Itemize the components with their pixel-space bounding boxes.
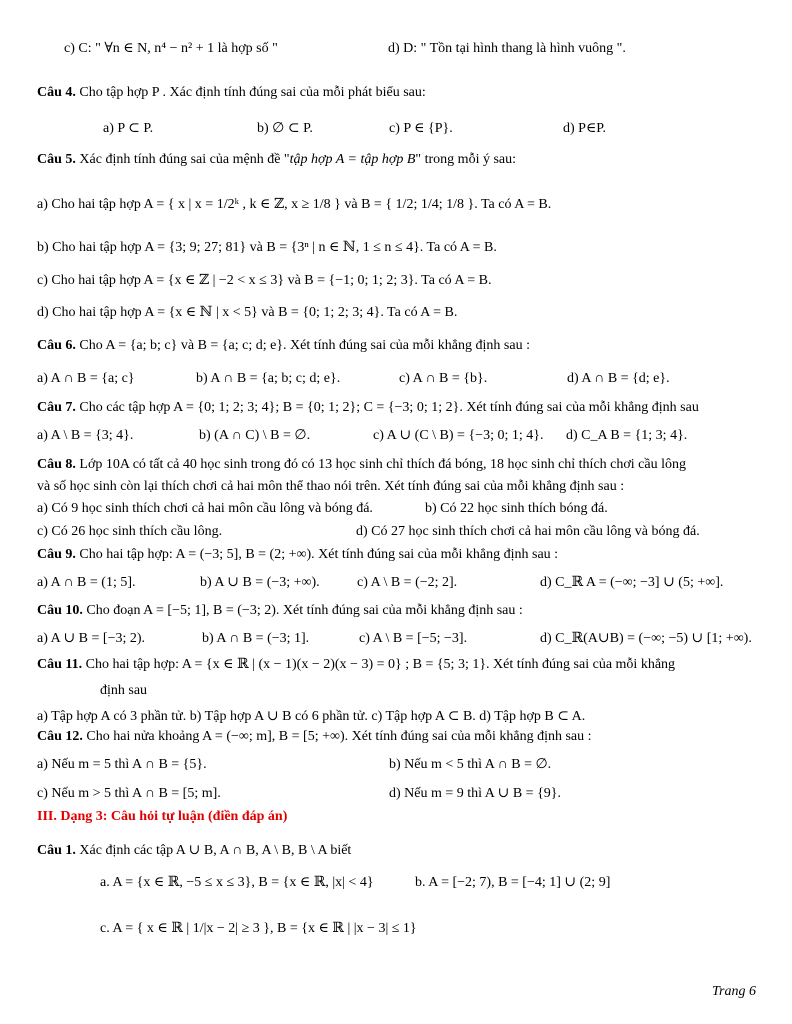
- text-line: [37, 546, 558, 564]
- question-label: Câu 5.: [37, 152, 76, 167]
- text-segment: a) A ∪ B = [−3; 2).: [37, 631, 146, 646]
- question-label: Câu 6.: [37, 338, 76, 353]
- text-line: [37, 196, 551, 214]
- text-segment: và số học sinh còn lại thích chơi cả hai môn thể thao nói trên. Xét tính đúng sai của mỗi khẳng định sau :: [37, 479, 625, 494]
- text-segment: c) A ∪ (C \ B) = {−3; 0; 1; 4}.: [373, 428, 544, 443]
- text-line: [389, 120, 453, 138]
- text-segment: d) D: " Tồn tại hình thang là hình vuông ".: [388, 41, 626, 56]
- text-line: [37, 630, 145, 648]
- text-segment: d) A ∩ B = {d; e}.: [567, 371, 670, 386]
- text-line: [37, 728, 592, 746]
- question-label: Câu 7.: [37, 400, 76, 415]
- text-line: [37, 399, 699, 417]
- text-line: [425, 500, 608, 518]
- page-footer: Trang 6: [712, 984, 756, 999]
- text-segment: c) A \ B = (−2; 2].: [357, 575, 458, 590]
- text-line: [388, 40, 626, 58]
- question-label: Câu 4.: [37, 85, 76, 100]
- question-label: Câu 12.: [37, 729, 83, 744]
- text-segment: Cho hai tập hợp: A = (−3; 5], B = (2; +∞). Xét tính đúng sai của mỗi khẳng định sau :: [75, 547, 559, 562]
- text-segment: a) Tập hợp A có 3 phần tử. b) Tập hợp A ∪ B có 6 phần tử. c) Tập hợp A ⊂ B. d) Tập hợp B ⊂ A.: [37, 709, 586, 724]
- text-line: [199, 427, 310, 445]
- text-segment: c) Có 26 học sinh thích cầu lông.: [37, 524, 223, 539]
- text-line: [37, 478, 624, 496]
- text-segment: d) Có 27 học sinh thích chơi cả hai môn cầu lông và bóng đá.: [356, 524, 700, 539]
- text-segment: b) A ∩ B = (−3; 1].: [202, 631, 310, 646]
- text-segment: Cho đoạn A = [−5; 1], B = (−3; 2). Xét tính đúng sai của mỗi khẳng định sau :: [82, 603, 523, 618]
- text-line: [257, 120, 313, 138]
- text-line: [64, 40, 278, 58]
- text-line: [37, 427, 133, 445]
- question-label: Câu 8.: [37, 457, 76, 472]
- text-line: [37, 842, 351, 860]
- text-line: [100, 682, 147, 700]
- text-line: [357, 574, 457, 592]
- text-segment: d) Cho hai tập hợp A = {x ∈ ℕ | x < 5} và B = {0; 1; 2; 3; 4}. Ta có A = B.: [37, 305, 458, 320]
- text-segment: b) Có 22 học sinh thích bóng đá.: [425, 501, 608, 516]
- text-segment: Cho tập hợp P . Xác định tính đúng sai của mỗi phát biểu sau:: [75, 85, 426, 100]
- text-line: [37, 808, 287, 826]
- text-segment: a) A ∩ B = (1; 5].: [37, 575, 136, 590]
- text-segment: Lớp 10A có tất cả 40 học sinh trong đó có 13 học sinh chỉ thích đá bóng, 18 học sinh chỉ thích chơi cầu lông: [75, 457, 686, 472]
- text-line: [37, 456, 686, 474]
- text-segment: c. A = { x ∈ ℝ | 1/|x − 2| ≥ 3 }, B = {x ∈ ℝ | |x − 3| ≤ 1}: [100, 921, 417, 936]
- text-segment: b. A = [−2; 7), B = [−4; 1] ∪ (2; 9]: [415, 875, 611, 890]
- text-segment: Xác định các tập A ∪ B, A ∩ B, A \ B, B \ A biết: [75, 843, 352, 858]
- text-line: [37, 84, 426, 102]
- text-line: [359, 630, 467, 648]
- text-segment: d) P∈P.: [563, 121, 607, 136]
- text-segment: a) P ⊂ P.: [103, 121, 154, 136]
- text-line: [37, 656, 675, 674]
- text-segment: tập hợp A = tập hợp B: [289, 152, 416, 167]
- question-label: Câu 1.: [37, 843, 76, 858]
- text-line: [100, 920, 417, 938]
- text-segment: a) A \ B = {3; 4}.: [37, 428, 134, 443]
- text-line: [100, 874, 374, 892]
- text-segment: b) Cho hai tập hợp A = {3; 9; 27; 81} và B = {3ⁿ | n ∈ ℕ, 1 ≤ n ≤ 4}. Ta có A = B.: [37, 240, 497, 255]
- text-line: [540, 630, 752, 648]
- text-segment: a) Nếu m = 5 thì A ∩ B = {5}.: [37, 757, 207, 772]
- text-line: [37, 708, 585, 726]
- text-line: [103, 120, 153, 138]
- text-line: [37, 337, 530, 355]
- text-line: [415, 874, 610, 892]
- text-segment: " trong mỗi ý sau:: [415, 152, 517, 167]
- text-line: [37, 370, 135, 388]
- text-line: [389, 785, 561, 803]
- text-line: [37, 602, 523, 620]
- text-segment: b) A ∩ B = {a; b; c; d; e}.: [196, 371, 341, 386]
- text-segment: b) (A ∩ C) \ B = ∅.: [199, 428, 311, 443]
- text-line: [37, 756, 207, 774]
- text-segment: Cho A = {a; b; c} và B = {a; c; d; e}. Xét tính đúng sai của mỗi khẳng định sau :: [75, 338, 530, 353]
- text-segment: a) Cho hai tập hợp A = { x | x = 1/2ᵏ , k ∈ ℤ, x ≥ 1/8 } và B = { 1/2; 1/4; 1/8 }. Ta có A = B.: [37, 197, 552, 212]
- question-label: Câu 11.: [37, 657, 83, 672]
- text-line: [202, 630, 309, 648]
- question-label: Câu 10.: [37, 603, 83, 618]
- text-line: [196, 370, 340, 388]
- text-line: [37, 239, 497, 257]
- text-segment: định sau: [100, 683, 148, 698]
- text-line: [37, 304, 457, 322]
- text-segment: a) A ∩ B = {a; c}: [37, 371, 135, 386]
- text-segment: b) A ∪ B = (−3; +∞).: [200, 575, 320, 590]
- text-line: [37, 574, 136, 592]
- text-line: [200, 574, 320, 592]
- text-segment: c) A \ B = [−5; −3].: [359, 631, 468, 646]
- text-segment: b) Nếu m < 5 thì A ∩ B = ∅.: [389, 757, 552, 772]
- text-segment: a) Có 9 học sinh thích chơi cả hai môn cầu lông và bóng đá.: [37, 501, 373, 516]
- text-line: [389, 756, 551, 774]
- text-segment: c) C: " ∀n ∈ N, n⁴ − n² + 1 là hợp số ": [64, 41, 278, 56]
- text-segment: a. A = {x ∈ ℝ, −5 ≤ x ≤ 3}, B = {x ∈ ℝ, |x| < 4}: [100, 875, 374, 890]
- text-segment: Xác định tính đúng sai của mệnh đề ": [75, 152, 290, 167]
- text-segment: d) Nếu m = 9 thì A ∪ B = {9}.: [389, 786, 562, 801]
- text-line: [356, 523, 700, 541]
- text-line: [37, 785, 221, 803]
- text-line: [399, 370, 487, 388]
- text-segment: c) P ∈ {P}.: [389, 121, 453, 136]
- question-label: Câu 9.: [37, 547, 76, 562]
- text-line: [567, 370, 670, 388]
- text-line: [563, 120, 606, 138]
- text-segment: c) Nếu m > 5 thì A ∩ B = [5; m].: [37, 786, 221, 801]
- text-line: [566, 427, 687, 445]
- text-segment: d) C_A B = {1; 3; 4}.: [566, 428, 688, 443]
- text-line: [373, 427, 543, 445]
- text-segment: d) C_ℝ(A∪B) = (−∞; −5) ∪ [1; +∞).: [540, 631, 752, 646]
- text-segment: Cho hai nửa khoảng A = (−∞; m], B = [5; +∞). Xét tính đúng sai của mỗi khẳng định sau :: [82, 729, 592, 744]
- text-segment: c) A ∩ B = {b}.: [399, 371, 488, 386]
- text-line: [37, 500, 373, 518]
- text-segment: Cho hai tập hợp: A = {x ∈ ℝ | (x − 1)(x − 2)(x − 3) = 0} ; B = {5; 3; 1}. Xét tính đúng sai của mỗi khẳng: [82, 657, 676, 672]
- text-segment: b) ∅ ⊂ P.: [257, 121, 313, 136]
- text-line: [37, 523, 222, 541]
- text-segment: c) Cho hai tập hợp A = {x ∈ ℤ | −2 < x ≤ 3} và B = {−1; 0; 1; 2; 3}. Ta có A = B.: [37, 273, 492, 288]
- section-heading: III. Dạng 3: Câu hỏi tự luận (điền đáp án): [37, 809, 288, 824]
- text-segment: d) C_ℝ A = (−∞; −3] ∪ (5; +∞].: [540, 575, 724, 590]
- text-line: [540, 574, 723, 592]
- text-line: [37, 151, 516, 169]
- text-line: [37, 272, 491, 290]
- text-segment: Cho các tập hợp A = {0; 1; 2; 3; 4}; B = {0; 1; 2}; C = {−3; 0; 1; 2}. Xét tính đúng sai của mỗi khẳng định sau: [75, 400, 699, 415]
